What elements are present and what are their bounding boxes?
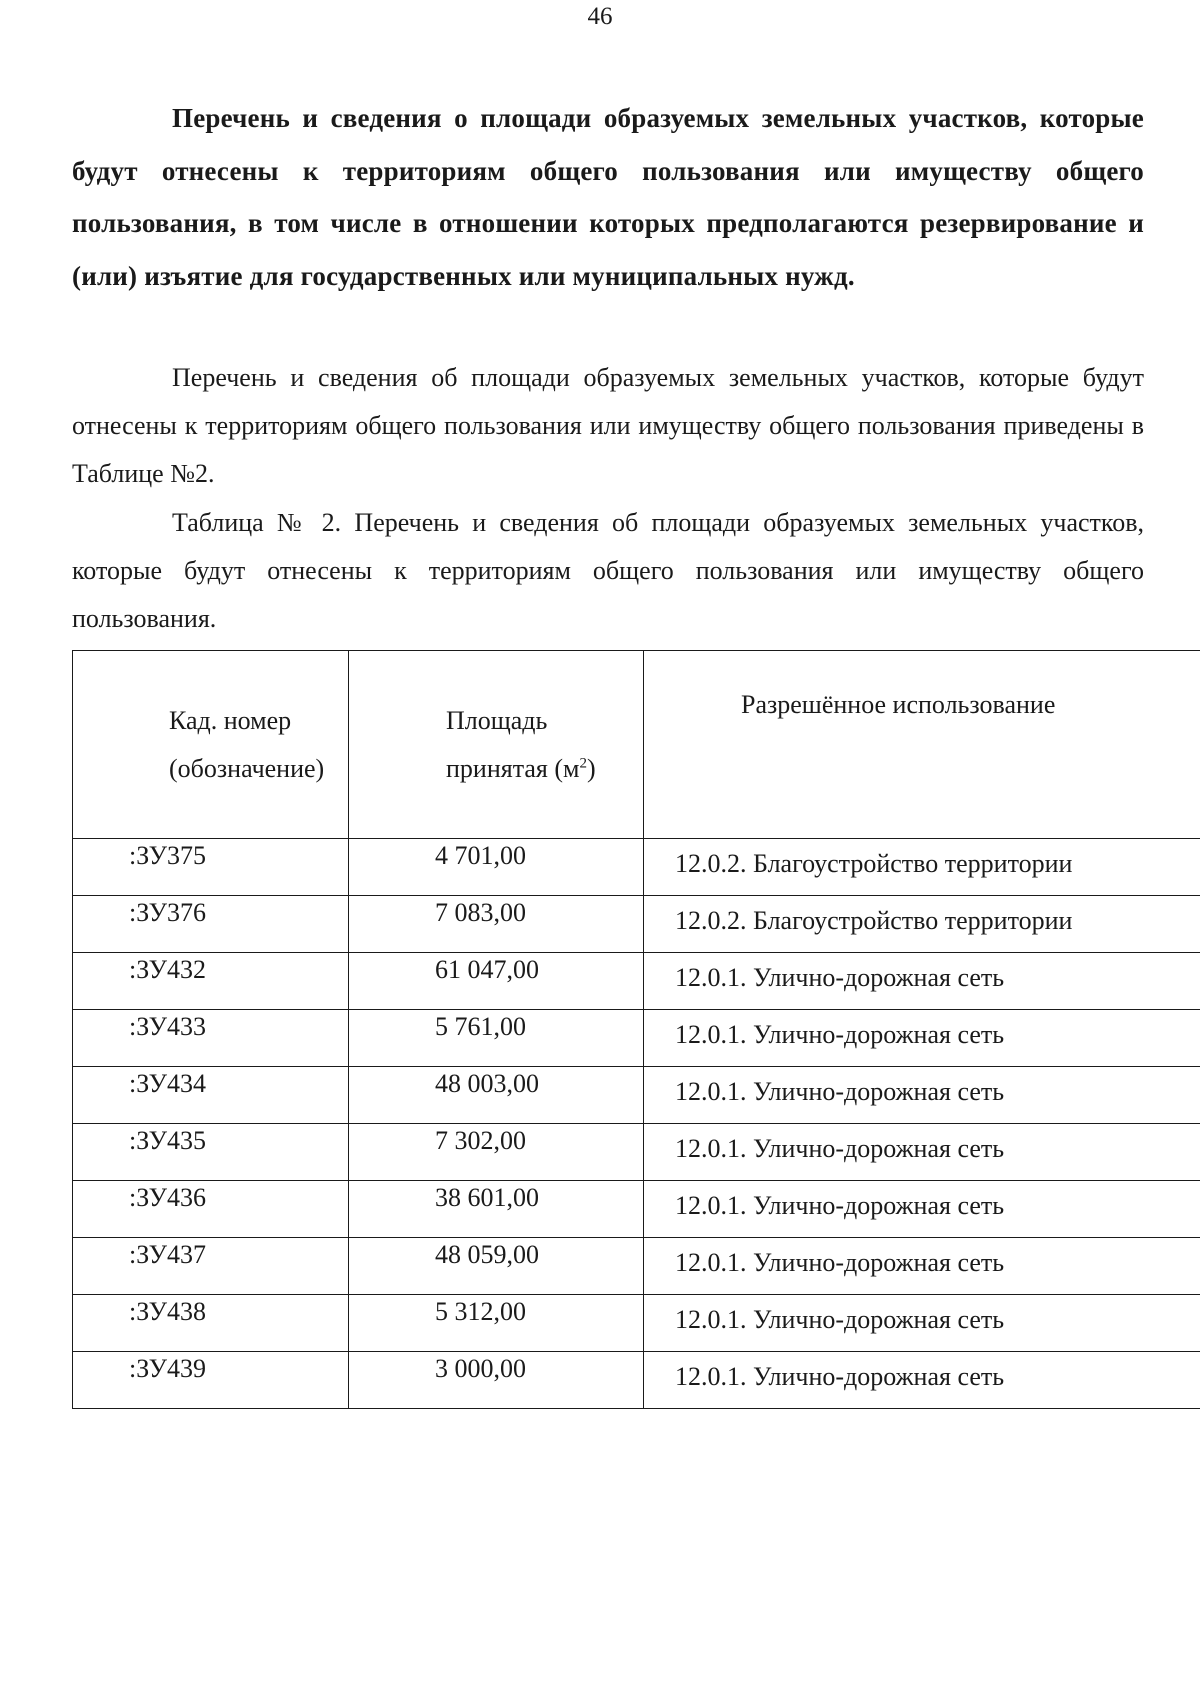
area-cell: 7 302,00 [349, 1124, 644, 1181]
cadastral-number-cell: :ЗУ432 [73, 953, 349, 1010]
page-number: 46 [587, 3, 613, 30]
section-heading: Перечень и сведения о площади образуемых земельных участков, которые будут отнесены к территориям общего пользования или имуществу общего пользования, в том числе в отношении которых предполагаются резервирование и (или) изъятие для государственных или муниципальных нужд. [72, 103, 1144, 291]
permitted-use-cell: 12.0.1. Улично-дорожная сеть [644, 1124, 1200, 1181]
area-cell: 7 083,00 [349, 896, 644, 953]
table-caption: Таблица № 2. Перечень и сведения об площади образуемых земельных участков, которые будут отнесены к территориям общего пользования или имуществу общего пользования. [72, 508, 1144, 633]
permitted-use-cell: 12.0.1. Улично-дорожная сеть [644, 1238, 1200, 1295]
header-cadastral-number [73, 651, 349, 839]
cadastral-number-cell: :ЗУ437 [73, 1238, 349, 1295]
permitted-use-cell: 12.0.2. Благоустройство территории [644, 896, 1200, 953]
area-cell: 61 047,00 [349, 953, 644, 1010]
permitted-use-cell: 12.0.1. Улично-дорожная сеть [644, 1067, 1200, 1124]
header-area [349, 651, 644, 839]
area-cell: 5 312,00 [349, 1295, 644, 1352]
header-area-line2 [446, 745, 643, 793]
permitted-use-cell: 12.0.1. Улично-дорожная сеть [644, 1010, 1200, 1067]
cadastral-number-cell: :ЗУ434 [73, 1067, 349, 1124]
header-area-unit: принятая (м [446, 753, 580, 783]
permitted-use-cell: 12.0.1. Улично-дорожная сеть [644, 1181, 1200, 1238]
header-area-superscript: 2 [579, 754, 587, 771]
header-area-line1: Площадь [446, 705, 548, 735]
cadastral-number-cell: :ЗУ436 [73, 1181, 349, 1238]
cadastral-number-cell: :ЗУ433 [73, 1010, 349, 1067]
table-row [73, 1238, 1200, 1295]
land-plots-table [72, 650, 1200, 1409]
permitted-use-cell: 12.0.1. Улично-дорожная сеть [644, 953, 1200, 1010]
area-cell: 5 761,00 [349, 1010, 644, 1067]
area-cell: 38 601,00 [349, 1181, 644, 1238]
table-row [73, 1295, 1200, 1352]
table-row [73, 1010, 1200, 1067]
header-cadastral-line1: Кад. номер [169, 705, 292, 735]
header-area-close: ) [587, 753, 596, 783]
header-permitted-use: Разрешённое использование [644, 651, 1200, 839]
table-row [73, 1067, 1200, 1124]
table-row [73, 1181, 1200, 1238]
table-row [73, 896, 1200, 953]
area-cell: 48 059,00 [349, 1238, 644, 1295]
table-row [73, 953, 1200, 1010]
cadastral-number-cell: :ЗУ376 [73, 896, 349, 953]
area-cell: 3 000,00 [349, 1352, 644, 1409]
permitted-use-cell: 12.0.2. Благоустройство территории [644, 839, 1200, 896]
table-row [73, 1352, 1200, 1409]
table-body [73, 839, 1200, 1409]
cadastral-number-cell: :ЗУ435 [73, 1124, 349, 1181]
table-row [73, 1124, 1200, 1181]
table-header-row [73, 651, 1200, 839]
area-cell: 4 701,00 [349, 839, 644, 896]
intro-paragraph: Перечень и сведения об площади образуемых земельных участков, которые будут отнесены к территориям общего пользования или имуществу общего пользования приведены в Таблице №2. [72, 363, 1144, 488]
header-cadastral-line2: (обозначение) [169, 753, 325, 783]
cadastral-number-cell: :ЗУ375 [73, 839, 349, 896]
cadastral-number-cell: :ЗУ439 [73, 1352, 349, 1409]
cadastral-number-cell: :ЗУ438 [73, 1295, 349, 1352]
permitted-use-cell: 12.0.1. Улично-дорожная сеть [644, 1295, 1200, 1352]
table-row [73, 839, 1200, 896]
area-cell: 48 003,00 [349, 1067, 644, 1124]
permitted-use-cell: 12.0.1. Улично-дорожная сеть [644, 1352, 1200, 1409]
